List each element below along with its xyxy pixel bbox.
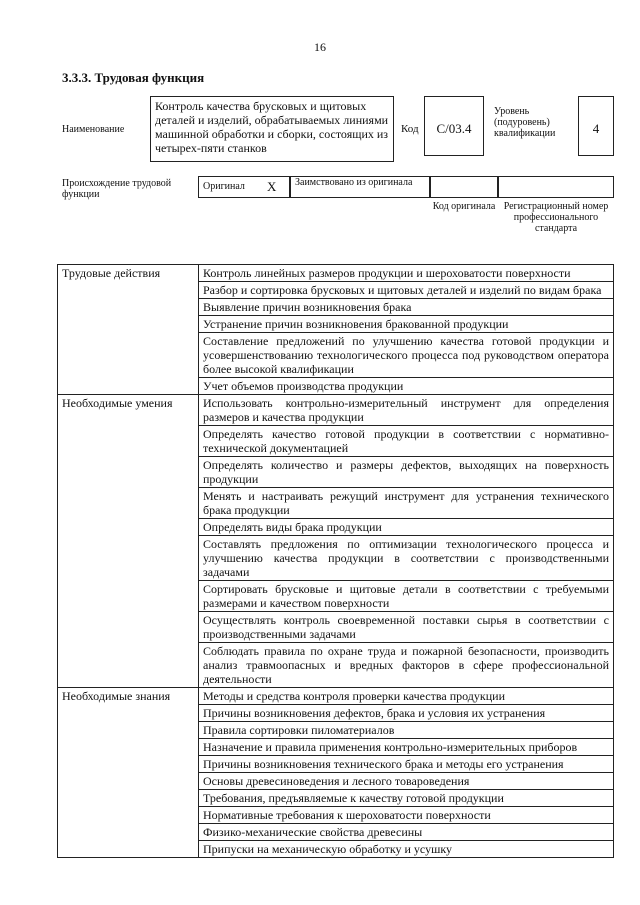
item-cell: Методы и средства контроля проверки качества продукции (199, 688, 614, 705)
item-cell: Использовать контрольно-измерительный инструмент для определения размеров и качества продукции (199, 395, 614, 426)
level-label: Уровень (подуровень) квалификации (494, 106, 556, 139)
item-cell: Менять и настраивать режущий инструмент для устранения технического брака продукции (199, 488, 614, 519)
table-row (58, 395, 614, 426)
original-mark: X (267, 179, 277, 194)
item-cell: Причины возникновения дефектов, брака и условия их устранения (199, 705, 614, 722)
level-value-box: 4 (578, 96, 614, 156)
item-cell: Правила сортировки пиломатериалов (199, 722, 614, 739)
item-cell: Соблюдать правила по охране труда и пожарной безопасности, производить анализ травмоопасных и вредных факторов в сфере профессиональной деятельности (199, 643, 614, 688)
reg-number-caption: Регистрационный номер профессионального стандарта (503, 201, 609, 234)
category-cell: Трудовые действия (58, 265, 199, 395)
category-cell: Необходимые знания (58, 688, 199, 858)
function-name-box: Контроль качества брусковых и щитовых деталей и изделий, обрабатываемых линиями машинной обработки и сборки, состоящих из четырех-пяти станков (150, 96, 394, 162)
page-number: 16 (314, 40, 326, 54)
item-cell: Учет объемов производства продукции (199, 378, 614, 395)
origin-label: Происхождение трудовой функции (62, 178, 172, 200)
requirements-table (57, 264, 614, 858)
requirements-table-body (58, 265, 614, 858)
item-cell: Определять виды брака продукции (199, 519, 614, 536)
item-cell: Разбор и сортировка брусковых и щитовых деталей и изделий по видам брака (199, 282, 614, 299)
item-cell: Определять количество и размеры дефектов, выходящих на поверхность продукции (199, 457, 614, 488)
code-label: Код (401, 123, 419, 135)
table-row (58, 688, 614, 705)
table-row (58, 265, 614, 282)
item-cell: Требования, предъявляемые к качеству готовой продукции (199, 790, 614, 807)
category-cell: Необходимые умения (58, 395, 199, 688)
original-label: Оригинал (203, 181, 245, 192)
item-cell: Устранение причин возникновения бракованной продукции (199, 316, 614, 333)
item-cell: Определять качество готовой продукции в соответствии с нормативно-технической документацией (199, 426, 614, 457)
item-cell: Нормативные требования к шероховатости поверхности (199, 807, 614, 824)
item-cell: Выявление причин возникновения брака (199, 299, 614, 316)
item-cell: Составлять предложения по оптимизации технологического процесса и улучшению качества продукции в соответствии с производственными задачами (199, 536, 614, 581)
borrowed-cell: Заимствовано из оригинала (290, 176, 430, 198)
item-cell: Физико-механические свойства древесины (199, 824, 614, 841)
item-cell: Причины возникновения технического брака и методы его устранения (199, 756, 614, 773)
code-original-caption: Код оригинала (432, 201, 496, 212)
code-value-box: С/03.4 (424, 96, 484, 156)
original-cell (198, 176, 290, 198)
section-title: 3.3.3. Трудовая функция (62, 70, 205, 85)
item-cell: Осуществлять контроль своевременной поставки сырья в соответствии с производственными задачами (199, 612, 614, 643)
item-cell: Сортировать брусковые и щитовые детали в соответствии с требуемыми размерами и качеством поверхности (199, 581, 614, 612)
name-label: Наименование (62, 124, 125, 135)
code-original-cell (430, 176, 498, 198)
item-cell: Припуски на механическую обработку и усушку (199, 841, 614, 858)
item-cell: Основы древесиноведения и лесного товароведения (199, 773, 614, 790)
item-cell: Составление предложений по улучшению качества готовой продукции и усовершенствованию технологического процесса под руководством оператора более высокой квалификации (199, 333, 614, 378)
item-cell: Контроль линейных размеров продукции и шероховатости поверхности (199, 265, 614, 282)
reg-number-cell (498, 176, 614, 198)
item-cell: Назначение и правила применения контрольно-измерительных приборов (199, 739, 614, 756)
